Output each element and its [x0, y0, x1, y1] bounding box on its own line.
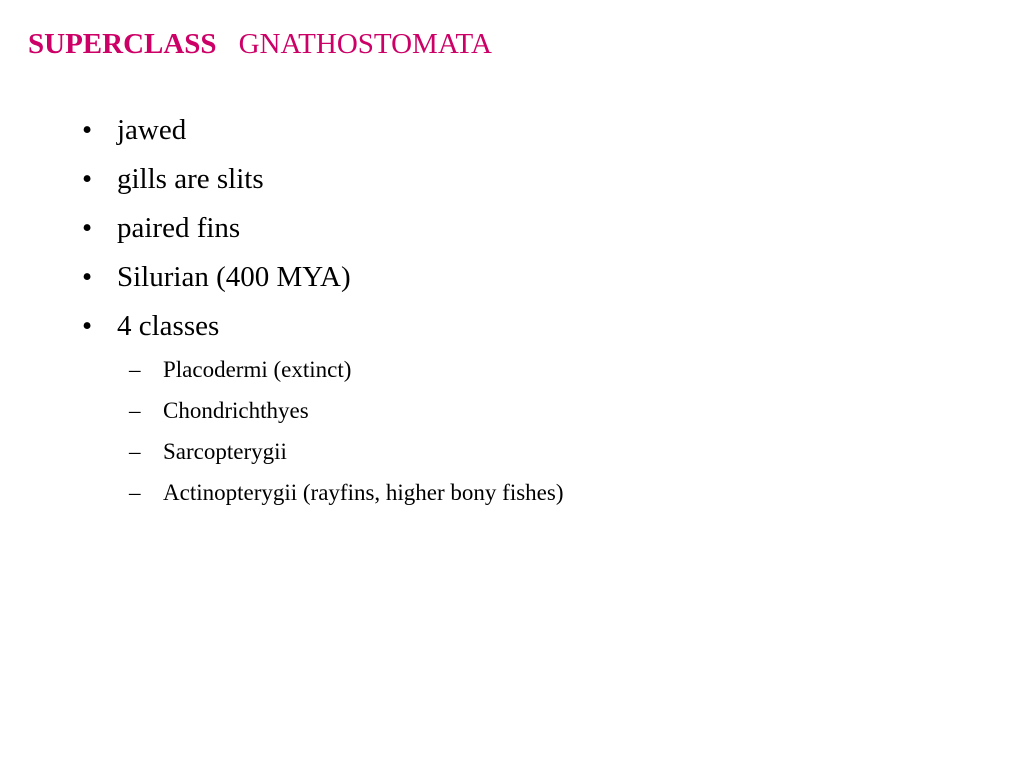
bullet-marker: •	[82, 310, 93, 342]
sub-text: Actinopterygii (rayfins, higher bony fishes)	[163, 480, 564, 505]
sub-marker: –	[129, 398, 141, 423]
sub-text: Chondrichthyes	[163, 398, 309, 423]
sub-text: Sarcopterygii	[163, 439, 287, 464]
bullet-marker: •	[82, 114, 93, 146]
bullet-text: jawed	[117, 114, 187, 146]
title-gnathostomata: GNATHOSTOMATA	[238, 28, 492, 60]
bullet-marker: •	[82, 163, 93, 195]
sub-text: Placodermi (extinct)	[163, 357, 352, 382]
bullet-text: gills are slits	[117, 163, 264, 195]
sub-marker: –	[129, 439, 141, 464]
slide-title	[28, 26, 492, 62]
bullet-text: Silurian (400 MYA)	[117, 261, 351, 293]
sub-marker: –	[129, 357, 141, 382]
bullet-marker: •	[82, 212, 93, 244]
sub-marker: –	[129, 480, 141, 505]
title-superclass: SUPERCLASS	[28, 28, 217, 60]
bullet-text: paired fins	[117, 212, 241, 244]
bullet-text: 4 classes	[117, 310, 220, 342]
bullet-marker: •	[82, 261, 93, 293]
